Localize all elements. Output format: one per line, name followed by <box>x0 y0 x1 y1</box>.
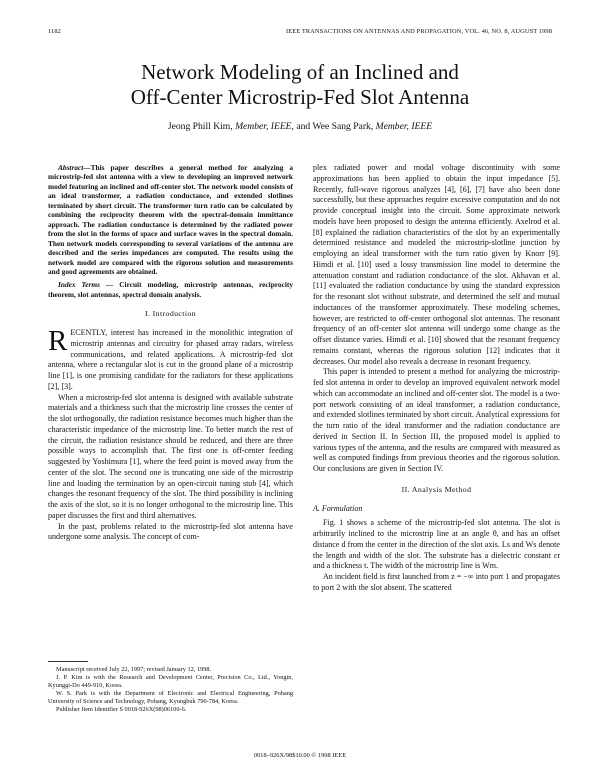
page-number: 1182 <box>48 28 61 35</box>
footnote-received: Manuscript received July 22, 1997; revised January 12, 1998. <box>56 666 212 673</box>
title-line-1: Network Modeling of an Inclined and <box>141 60 459 84</box>
footnote-divider <box>48 661 88 662</box>
journal-line: IEEE TRANSACTIONS ON ANTENNAS AND PROPAGATION, VOL. 46, NO. 8, AUGUST 1998 <box>286 28 552 35</box>
section-heading-analysis: II. Analysis Method <box>401 484 472 494</box>
footnotes <box>48 666 293 715</box>
author-conjunction: and <box>296 121 311 132</box>
abstract <box>48 163 293 276</box>
paper-title <box>0 60 600 110</box>
index-terms-label: Index Terms — <box>58 280 114 290</box>
subsection-heading-formulation: A. Formulation <box>313 503 363 513</box>
right-paragraph-2: This paper is intended to present a method for analyzing the microstrip-fed slot antenna in order to develop an improved equivalent network model which can accommodate an inclined and off-center slot. The model is a two-port network consisting of an ideal transformer, a radiation conductance, and extended slotlines terminated by short circuit. Analytical expressions for the turn ratio of the ideal transformer and the radiation conductance are derived in Section II. In Section III, the proposed model is applied to various types of the antenna, and the results are compared with measured as well as computed findings from previous theories and the rigorous solution. Our conclusions are given in Section IV. <box>313 367 560 473</box>
running-head <box>48 28 552 38</box>
author-1-role: Member, IEEE, <box>235 121 294 132</box>
author-2-role: Member, IEEE <box>375 121 433 132</box>
right-column <box>313 163 560 594</box>
footnote-author-park: W. S. Park is with the Department of Electronic and Electrical Engineering, Pohang University of Science and Technology, Pohang, Kyungbuk 790-784, Korea. <box>48 690 293 706</box>
right-paragraph-1: plex radiated power and modal voltage discontinuity with some approximations has been applied to obtain the input impedance [5]. Recently, full-wave rigorous analyzes [4], [6], [7] have also been done successfully, but these approaches require excessive computation and do not provide conceptual insight into the circuit. Some approximate network models have been proposed to design the antenna efficiently. Axelrod et al. [8] explained the radiation characteristics of the slot by an experimentally determined resistance and modeled the microstrip-slotline junction by employing an ideal transformer with the turn ratio given by Knorr [9]. Himdi et al. [10] used a lossy transmission line model to determine the attenuation constant and radiation conductance of the slot. Akhavan et al. [11] evaluated the radiation conductance by using the standard expression for the resonant slot without substrate, and determined the self and mutual inductances of the transformer approximately. These modeling schemes, however, are restricted to off-center orthogonal slot antennas. The resonant frequency of an off-center slot antenna will undergo some change as the offset distance varies. Himdi et al. [10] showed that the resonant frequency remains constant, whereas the rigorous solution [12] indicates that it decreases. Our model also reveals a decrease in resonant frequency. <box>313 163 560 366</box>
section-heading-introduction: I. Introduction <box>144 309 197 319</box>
intro-paragraph-1 <box>48 325 293 393</box>
right-paragraph-3: Fig. 1 shows a scheme of the microstrip-fed slot antenna. The slot is arbitrarily inclined to the microstrip line at an angle θ, and has an offset distance d from the center in the direction of the slot axis. Ls and Ws denote the length and width of the slot. The substrate has a dielectric constant εr and a thickness t. The width of the microstrip line is Wm. <box>313 518 560 571</box>
footnote-author-kim: J. P. Kim is with the Research and Development Center, Precision Co., Ltd., Yongin, Kyunggi-Do 449-910, Korea. <box>48 674 293 690</box>
abstract-label: Abstract— <box>58 163 91 172</box>
right-paragraph-4: An incident field is first launched from z = −∞ into port 1 and propagates to port 2 with the slot absent. The scattered <box>313 572 560 592</box>
intro-paragraph-1-text: ECENTLY, interest has increased in the monolithic integration of microstrip antennas and circuitry for phased array radars, wireless communications, and related applications. A microstrip-fed slot antenna, where a rectangular slot is cut in the ground plane of a microstrip line [1], is one promising candidate for the radiators for these applications [2], [3]. <box>48 328 293 391</box>
intro-paragraph-3: In the past, problems related to the microstrip-fed slot antenna have undergone some analysis. The concept of com- <box>48 521 293 542</box>
index-terms-text: Circuit modeling, microstrip antennas, reciprocity theorem, slot antennas, spectral domain analysis. <box>48 280 293 299</box>
title-line-2: Off-Center Microstrip-Fed Slot Antenna <box>130 85 470 109</box>
index-terms <box>48 280 293 299</box>
author-line <box>0 121 600 132</box>
drop-cap: R <box>48 325 68 358</box>
abstract-text: This paper describes a general method for analyzing a microstrip-fed slot antenna with a view to developing an improved network model featuring an inclined and off-center slot. The network model consists of an ideal transformer, a radiation conductance, and extended slotlines terminated by short circuit. The transformer turn ratio can be calculated by combining the reciprocity theorem with the spectral-domain immittance approach. The radiation conductance is determined by the radiated power from the slot in the forms of space and surface waves in the spectral domain. Then network models corresponding to several variations of the antenna are described and the series impedances are computed. The results using the network model are compared with the rigorous solution and measurements and good agreements are obtained. <box>48 163 293 276</box>
footnote-publisher-id: Publisher Item Identifier S 0018-926X(98)06100-6. <box>56 706 187 714</box>
author-2-name: Wee Sang Park, <box>312 121 374 132</box>
author-1-name: Jeong Phill Kim, <box>167 121 233 132</box>
left-column <box>48 163 293 543</box>
copyright-code: 0018–926X/98$10.00 © 1998 IEEE <box>253 752 347 759</box>
intro-paragraph-2: When a microstrip-fed slot antenna is designed with available substrate materials and a thickness such that the microstrip line crosses the center of the slot orthogonally, the radiation resistance becomes much higher than the characteristic impedance of the microstrip line. To better match the rest of the circuit, the radiation resistance should be reduced, and there are three possible ways to accomplish that. The first one is off-center feeding suggested by Yoshimura [1], where the feed point is moved away from the center of the slot. The second one is truncating one side of the microstrip line and loading the termination by an open-circuit tuning stub [4], which changes the resonant frequency of the slot. The third possibility is inclining the axis of the slot, so it is no longer orthogonal to the microstrip line. This paper discusses the first and third alternatives. <box>48 392 293 520</box>
